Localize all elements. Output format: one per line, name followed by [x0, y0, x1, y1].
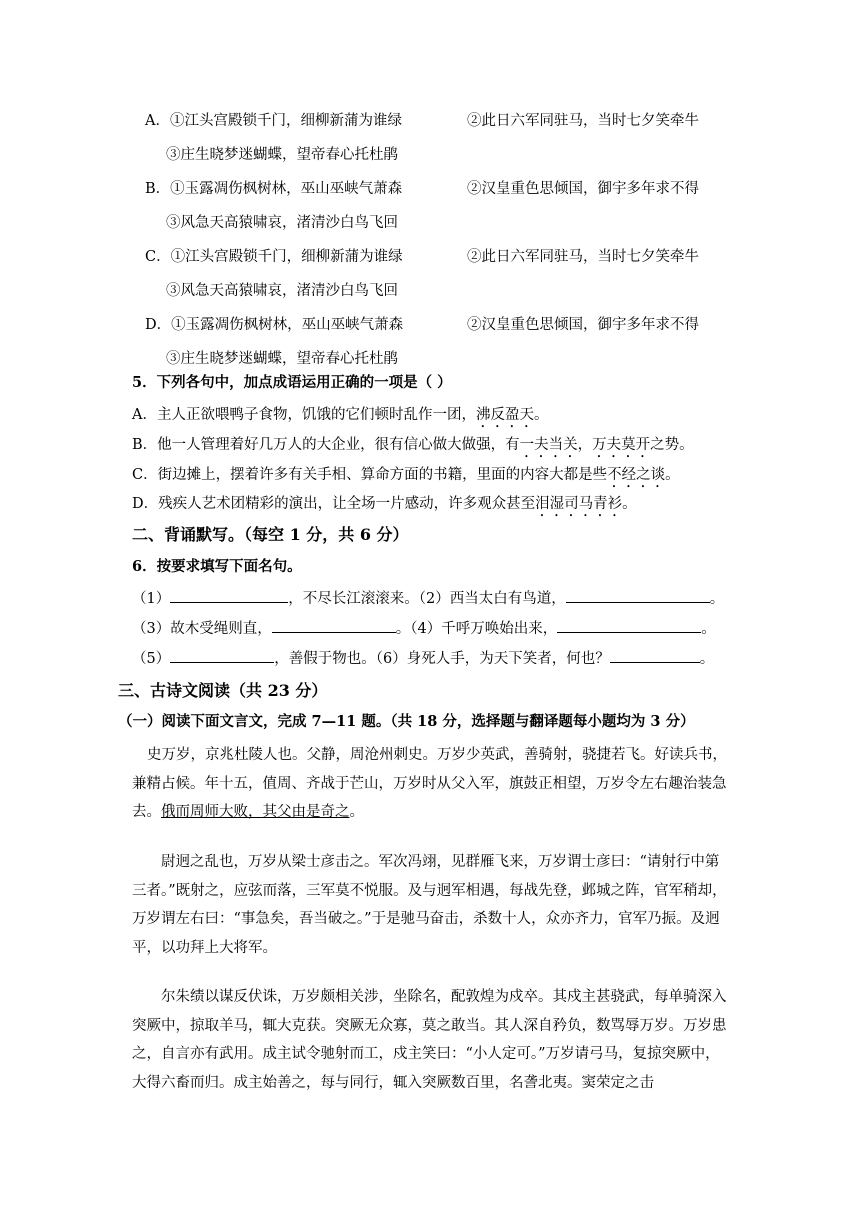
section-2-heading: 二、背诵默写。（每空 1 分，共 6 分） — [132, 525, 409, 544]
passage-p1-text: 史万岁，京兆杜陵人也。父静，周沧州刺史。万岁少英武，善骑射，骁捷若飞。好读兵书，兼精占候。年十五，值周、齐战于芒山，万岁时从父入军，旗鼓正相望，万岁令左右趣治装急去。 — [132, 747, 727, 820]
q5-c-end: 。 — [665, 467, 680, 483]
q6-r2-mid: 。（4）千呼万唤始出来， — [395, 621, 558, 637]
q4-option-d-poem3: ③庄生晓梦迷蝴蝶，望帝春心托杜鹃 — [166, 351, 398, 367]
section-3-heading: 三、古诗文阅读（共 23 分） — [118, 681, 328, 700]
q6-title: 6．按要求填写下面名句。 — [132, 558, 302, 575]
blank-3[interactable] — [272, 617, 396, 633]
passage-p1-end: 。 — [349, 804, 364, 820]
q4-option-b-poem3: ③风急天高猿啸哀，渚清沙白鸟飞回 — [166, 215, 398, 231]
q5-c-idiom: 不经之谈 — [607, 467, 666, 483]
q6-row-3 — [132, 647, 714, 669]
blank-2[interactable] — [566, 587, 710, 603]
q4-option-c-poem2: ②此日六军同驻马，当时七夕笑牵牛 — [467, 249, 699, 265]
q6-r1-label: （1） — [132, 591, 171, 607]
q6-row-1 — [132, 587, 724, 609]
q6-row-2 — [132, 617, 716, 639]
q6-r3-text: ，善假于物也。（6）身死人手，为天下笑者，何也？ — [274, 651, 610, 667]
q5-option-c — [132, 465, 680, 491]
blank-1[interactable] — [170, 587, 288, 603]
q4-option-b-poem2: ②汉皇重色思倾国，御宇多年求不得 — [467, 181, 699, 197]
blank-5[interactable] — [170, 647, 274, 663]
passage-paragraph-3: 尔朱绩以谋反伏诛，万岁颇相关涉，坐除名，配敦煌为戍卒。其戍主甚骁武，每单骑深入突厥中，掠取羊马，辄大克获。突厥无众寡，莫之敢当。其人深自矜负，数骂辱万岁。万岁患之，自言亦有武用。成主试令驰射而工，戍主笑曰：“小人定可。”万岁请弓马，复掠突厥中，大得六畜而归。成主始善之，每与同行，辄入突厥数百里，名詟北夷。窦荣定之击 — [132, 989, 727, 1091]
q5-b-idiom: 一夫当关，万夫莫开 — [519, 437, 651, 453]
q4-option-c-poem3: ③风急天高猿啸哀，渚清沙白鸟飞回 — [166, 283, 398, 299]
q5-d-text: D．残疾人艺术团精彩的演出，让全场一片感动，许多观众甚至 — [132, 496, 536, 512]
q5-b-end: 之势。 — [650, 437, 694, 453]
q4-option-d-line1: D．①玉露凋伤枫树林，巫山巫峡气萧森 — [145, 317, 404, 333]
passage-paragraph-1 — [132, 741, 732, 827]
q5-option-a — [132, 405, 548, 431]
q6-r1-end: 。 — [709, 591, 725, 607]
q6-r3-label: （5） — [132, 651, 171, 667]
q5-option-b — [132, 435, 694, 461]
q5-d-idiom: 泪湿司马青衫 — [535, 496, 623, 512]
subsection-1-heading: （一）阅读下面文言文，完成 7—11 题。（共 18 分，选择题与翻译题每小题均为 3 分） — [118, 713, 695, 730]
q4-option-a-poem2: ②此日六军同驻马，当时七夕笑牵牛 — [467, 113, 699, 129]
q5-title: 5．下列各句中，加点成语运用正确的一项是（ ） — [132, 374, 452, 391]
q5-d-end: 。 — [622, 496, 637, 512]
q6-r1-text: ，不尽长江滚滚来。（2）西当太白有鸟道， — [288, 591, 566, 607]
blank-6[interactable] — [610, 647, 700, 663]
q6-r3-end: 。 — [699, 651, 715, 667]
q5-option-d — [132, 494, 637, 520]
q4-option-c-line1: C．①江头宫殿锁千门，细柳新蒲为谁绿 — [145, 249, 403, 265]
q4-option-b-line1: B．①玉露凋伤枫树林，巫山巫峡气萧森 — [145, 181, 403, 197]
q5-a-text: A．主人正欲喂鸭子食物，饥饿的它们顿时乱作一团， — [132, 407, 476, 423]
q6-r2-text: （3）故木受绳则直， — [132, 621, 272, 637]
q5-b-text: B．他一人管理着好几万人的大企业，很有信心做大做强，有 — [132, 437, 520, 453]
blank-4[interactable] — [557, 617, 701, 633]
q4-option-a-line1: A．①江头宫殿锁千门，细柳新蒲为谁绿 — [145, 113, 402, 129]
q5-a-end: 。 — [533, 407, 549, 423]
passage-paragraph-2: 尉迥之乱也，万岁从梁士彦击之。军次冯翊，见群雁飞来，万岁谓士彦曰：“请射行中第三者。”既射之，应弦而落，三军莫不悦服。及与迥军相遇，每战先登，邺城之阵，官军稍却，万岁谓左右曰：“事急矣，吾当破之。”于是驰马奋击，杀数十人，众亦齐力，官军乃振。及迥平，以功拜上大将军。 — [132, 854, 727, 956]
q4-option-a-poem3: ③庄生晓梦迷蝴蝶，望帝春心托杜鹃 — [166, 147, 398, 163]
q4-option-d-poem2: ②汉皇重色思倾国，御宇多年求不得 — [467, 317, 699, 333]
q5-a-idiom: 沸反盈天 — [475, 407, 534, 423]
q5-c-text: C．街边摊上，摆着许多有关手相、算命方面的书籍，里面的内容大都是些 — [132, 467, 608, 483]
q6-r2-end: 。 — [701, 621, 716, 637]
passage-p1-underlined: 俄而周师大败，其父由是奇之 — [161, 804, 350, 820]
